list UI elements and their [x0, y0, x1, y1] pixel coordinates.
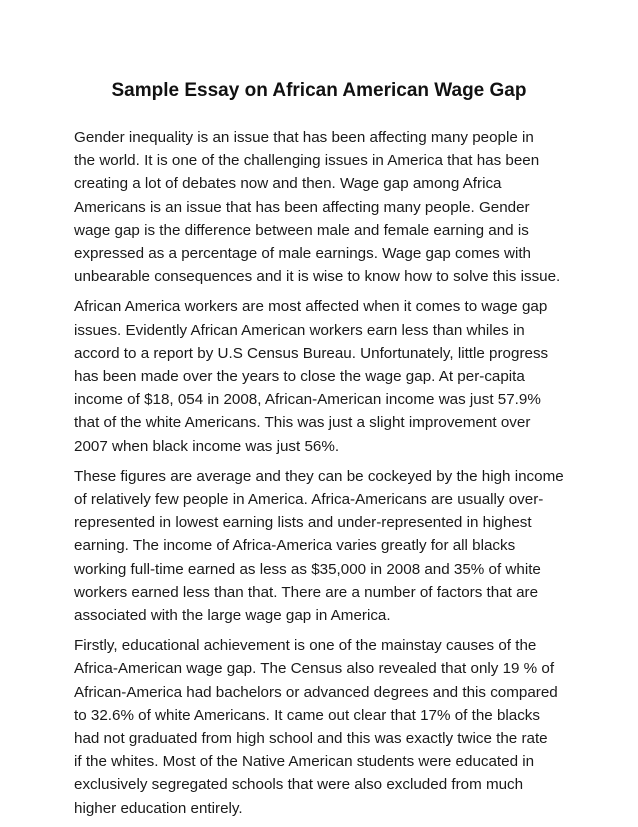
text-line: Americans is an issue that has been affecting many people. Gender [74, 198, 530, 216]
text-line: working full-time earned as less as $35,000 in 2008 and 35% of white [74, 560, 541, 578]
text-line: Firstly, educational achievement is one of the mainstay causes of the [74, 637, 537, 655]
text-line: represented in lowest earning lists and under-represented in highest [74, 514, 532, 532]
text-line: to 32.6% of white Americans. It came out clear that 17% of the blacks [74, 706, 540, 724]
text-line: accord to a report by U.S Census Bureau. Unfortunately, little progress [74, 344, 549, 362]
text-line: expressed as a percentage of male earnings. Wage gap comes with [74, 245, 532, 263]
text-line: if the whites. Most of the Native American students were educated in [74, 753, 535, 771]
text-line: workers earned less than that. There are a number of factors that are [74, 583, 539, 601]
text-line: of relatively few people in America. Africa-Americans are usually over- [74, 491, 544, 509]
text-line: Gender inequality is an issue that has been affecting many people in [74, 129, 534, 146]
paragraph-4 [74, 634, 574, 820]
text-line: has been made over the years to close the wage gap. At per-capita [74, 368, 525, 386]
essay-title: Sample Essay on African American Wage Gap [111, 80, 527, 101]
text-line: unbearable consequences and it is wise to know how to solve this issue. [74, 268, 561, 286]
paragraph-1 [74, 126, 574, 288]
text-line: exclusively segregated schools that were also excluded from much [74, 776, 524, 794]
text-line: issues. Evidently African American workers earn less than whiles in [74, 321, 525, 339]
paragraph-2 [74, 295, 574, 457]
text-line: associated with the large wage gap in America. [74, 607, 391, 625]
text-line: that of the white Americans. This was just a slight improvement over [74, 414, 531, 432]
text-line: had not graduated from high school and this was exactly twice the rate [74, 730, 548, 748]
text-line: 2007 when black income was just 56%. [74, 437, 340, 455]
text-line: Africa-American wage gap. The Census also revealed that only 19 % of [74, 660, 555, 678]
text-line: These figures are average and they can be cockeyed by the high income [74, 467, 564, 485]
paragraph-3 [74, 465, 574, 627]
essay-body [74, 126, 574, 827]
text-line: African-America had bachelors or advanced degrees and this compared [74, 683, 558, 701]
text-line: creating a lot of debates now and then. Wage gap among Africa [74, 175, 502, 193]
text-line: higher education entirely. [74, 799, 243, 817]
text-line: income of $18, 054 in 2008, African-American income was just 57.9% [74, 391, 541, 409]
text-line: African America workers are most affected when it comes to wage gap [74, 298, 548, 316]
text-line: the world. It is one of the challenging issues in America that has been [74, 152, 540, 170]
text-line: wage gap is the difference between male and female earning and is [74, 221, 529, 239]
text-line: earning. The income of Africa-America varies greatly for all blacks [74, 537, 516, 555]
